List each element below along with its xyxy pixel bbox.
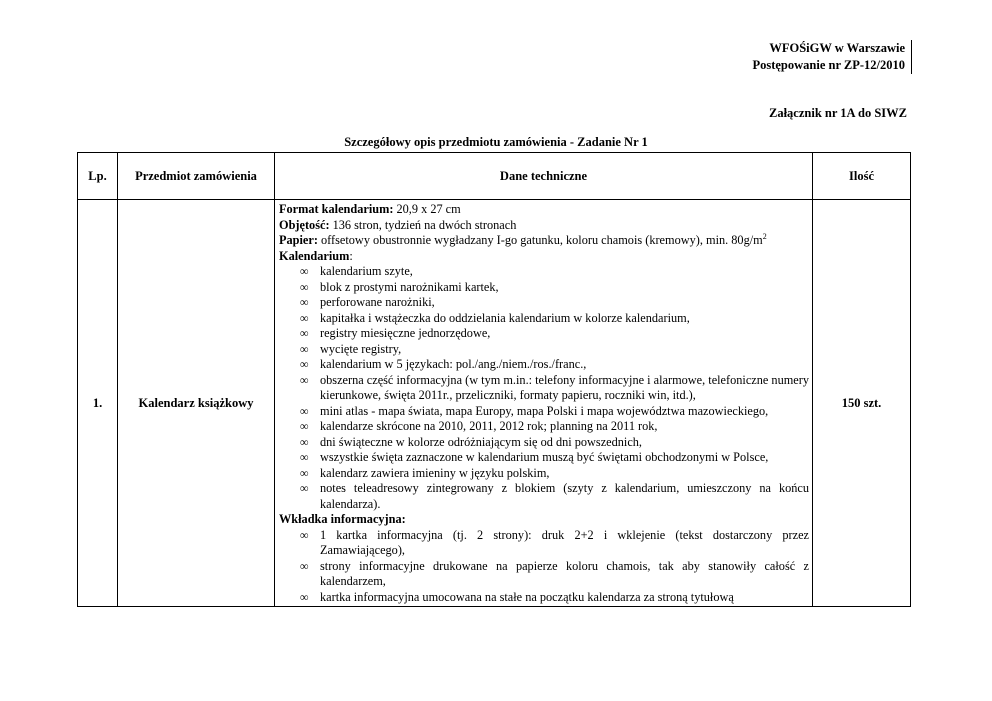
procedure-number: Postępowanie nr ZP-12/2010: [752, 58, 905, 72]
list-item-text: blok z prostymi narożnikami kartek,: [320, 279, 499, 294]
infinity-bullet-icon: ∞: [300, 450, 309, 464]
infinity-bullet-icon: ∞: [300, 326, 309, 340]
paper-label: Papier:: [279, 233, 318, 247]
format-value: 20,9 x 27 cm: [393, 202, 461, 216]
list-item: [279, 373, 809, 404]
list-item: [279, 280, 809, 296]
header-lp: Lp.: [78, 153, 118, 200]
quantity: 150 szt.: [813, 200, 911, 607]
document-title: Szczegółowy opis przedmiotu zamówienia - Zadanie Nr 1: [344, 135, 648, 149]
infinity-bullet-icon: ∞: [300, 419, 309, 433]
paper-superscript: 2: [762, 231, 767, 241]
paper-value: offsetowy obustronnie wygładzany I-go gatunku, koloru chamois (kremowy), min. 80g/m: [317, 233, 763, 247]
infinity-bullet-icon: ∞: [300, 279, 309, 294]
format-line: [279, 202, 809, 218]
list-item: [279, 295, 809, 311]
list-item-text: dni świąteczne w kolorze odróżniającym się od dni powszednich,: [320, 434, 643, 449]
paper-line: [279, 233, 809, 249]
list-item: [279, 342, 809, 358]
list-item: [279, 357, 809, 373]
row-number: 1.: [78, 200, 118, 607]
list-item-text: obszerna część informacyjna (w tym m.in.: telefony informacyjne i alarmowe, telefoniczne numery kierunkowe, święta 2011r., przeliczniki, formaty papieru, roczniki win, itd.),: [320, 372, 809, 402]
infinity-bullet-icon: ∞: [300, 341, 309, 356]
infinity-bullet-icon: ∞: [300, 527, 309, 542]
list-item-text: kalendarz zawiera imieniny w języku polskim,: [320, 465, 550, 480]
insert-heading: Wkładka informacyjna:: [279, 512, 406, 526]
list-item-text: kalendarium w 5 językach: pol./ang./niem./ros./franc.,: [320, 357, 587, 371]
table-header-row: [78, 153, 911, 200]
infinity-bullet-icon: ∞: [300, 434, 309, 449]
infinity-bullet-icon: ∞: [300, 589, 309, 604]
list-item-text: kalendarium szyte,: [320, 264, 413, 278]
list-item: [279, 419, 809, 435]
list-item: [279, 404, 809, 420]
insert-feature-list: [279, 528, 809, 606]
infinity-bullet-icon: ∞: [300, 465, 309, 480]
infinity-bullet-icon: ∞: [300, 558, 309, 573]
calendar-heading: [279, 249, 809, 265]
calendar-feature-list: [279, 264, 809, 512]
infinity-bullet-icon: ∞: [300, 372, 309, 387]
list-item: [279, 311, 809, 327]
list-item: [279, 481, 809, 512]
list-item: [279, 559, 809, 590]
attachment-label: Załącznik nr 1A do SIWZ: [768, 106, 907, 120]
calendar-label: Kalendarium: [279, 248, 350, 263]
list-item-text: mini atlas - mapa świata, mapa Europy, mapa Polski i mapa województwa mazowieckiego,: [320, 403, 769, 418]
volume-label: Objętość:: [279, 217, 330, 232]
infinity-bullet-icon: ∞: [300, 403, 309, 418]
list-item: [279, 450, 809, 466]
list-item: [279, 528, 809, 559]
technical-data: [275, 200, 813, 607]
list-item-text: 1 kartka informacyjna (tj. 2 strony): druk 2+2 i wklejenie (tekst dostarczony przez Zamawiającego),: [320, 527, 809, 557]
calendar-colon: :: [349, 248, 353, 263]
volume-value: 136 stron, tydzień na dwóch stronach: [329, 217, 517, 232]
list-item: [279, 435, 809, 451]
infinity-bullet-icon: ∞: [300, 310, 309, 325]
list-item-text: wycięte registry,: [320, 341, 402, 356]
table-row: [78, 200, 911, 607]
list-item-text: kalendarze skrócone na 2010, 2011, 2012 rok; planning na 2011 rok,: [320, 419, 658, 433]
header-item: Przedmiot zamówienia: [118, 153, 275, 200]
list-item: [279, 590, 809, 606]
header-tech: Dane techniczne: [275, 153, 813, 200]
list-item-text: strony informacyjne drukowane na papierze koloru chamois, tak aby stanowiły całość z kalendarzem,: [320, 558, 809, 588]
list-item-text: kapitałka i wstążeczka do oddzielania kalendarium w kolorze kalendarium,: [320, 310, 690, 325]
header-qty: Ilość: [813, 153, 911, 200]
item-name: Kalendarz książkowy: [118, 200, 275, 607]
list-item: [279, 326, 809, 342]
list-item: [279, 264, 809, 280]
infinity-bullet-icon: ∞: [300, 295, 309, 309]
specification-table: [77, 152, 911, 607]
organization-name: WFOŚiGW w Warszawie: [769, 41, 905, 55]
list-item-text: notes teleadresowy zintegrowany z blokiem (szyty z kalendarium, umieszczony na końcu kalendarza).: [320, 481, 809, 511]
volume-line: [279, 218, 809, 234]
infinity-bullet-icon: ∞: [300, 357, 309, 371]
list-item-text: registry miesięczne jednorzędowe,: [320, 326, 491, 340]
list-item-text: kartka informacyjna umocowana na stałe na początku kalendarza za stroną tytułową: [320, 589, 734, 604]
infinity-bullet-icon: ∞: [300, 481, 309, 495]
list-item-text: wszystkie święta zaznaczone w kalendarium muszą być świętami obchodzonymi w Polsce,: [320, 450, 769, 464]
document-header: [752, 40, 912, 74]
list-item-text: perforowane narożniki,: [320, 295, 435, 309]
format-label: Format kalendarium:: [279, 202, 394, 216]
list-item: [279, 466, 809, 482]
infinity-bullet-icon: ∞: [300, 264, 309, 278]
